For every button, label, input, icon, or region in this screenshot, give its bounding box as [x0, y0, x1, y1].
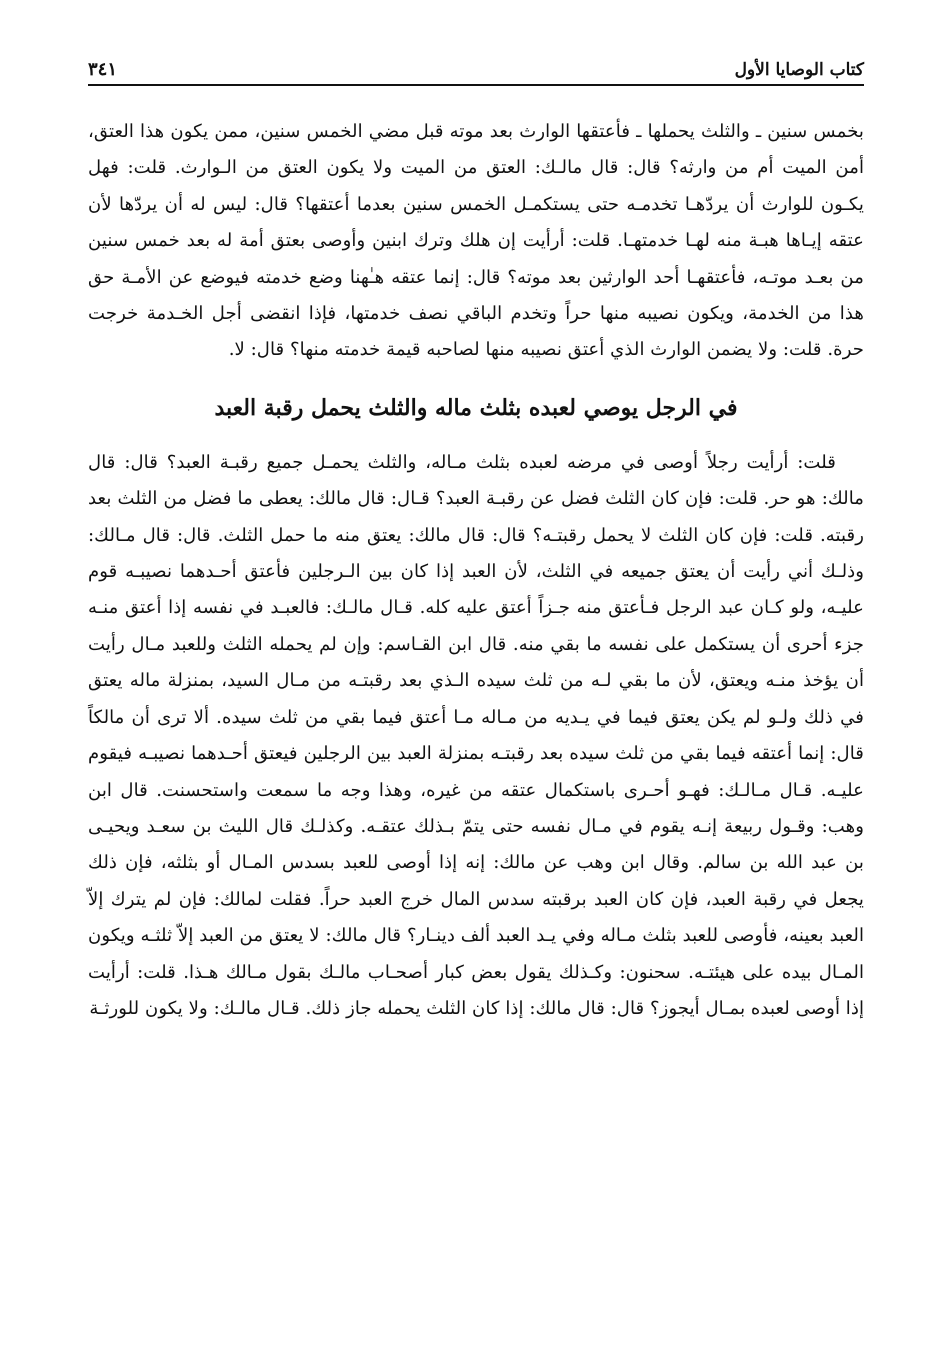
document-page: [88, 52, 864, 1027]
body-text-2: [88, 445, 864, 1028]
section-heading: في الرجل يوصي لعبده بثلث ماله والثلث يحمل رقبة العبد: [214, 394, 738, 421]
book-title: كتاب الوصايا الأول: [734, 60, 864, 80]
body-text: [88, 114, 864, 369]
running-header: [88, 52, 864, 86]
page-number: ٣٤١: [88, 59, 118, 80]
paragraph-2: قلت: أرأيت رجلاً أوصى في مرضه لعبده بثلث مـاله، والثلث يحمـل جميع رقبـة العبد؟ قال: قال مالك: هو حر. قلت: فإن كان الثلث فضل عن رقبـة العبد؟ قـال: قال مالك: يعطى ما فضل من الثلث بعد رقبته. قلت: فإن كان الثلث لا يحمل رقبتـه؟ قال: قال مالك: يعتق منه ما حمل الثلث. قال: قال مـالك: وذلـك أني رأيت أن يعتق جميعه في الثلث، لأن العبد إذا كان بين الـرجلين فأعتق أحـدهما نصيبـه قوم عليـه، ولو كـان عبد الرجل فـأعتق منه جـزاً أعتق عليه كله. قـال مالـك: فالعبـد في نفسه إذا أعتق منـه جزء أحرى أن يستكمل على نفسه ما بقي منه. قال ابن القـاسم: وإن لم يحمله الثلث وللعبد مـال رأيت أن يؤخذ منـه ويعتق، لأن ما بقي لـه من ثلث سيده الـذي بعد رقبتـه من مـال السيد، بمنزلة ماله يعتق في ذلك ولـو لم يكن يعتق فيما في يـديه من مـاله مـا أعتق فيما بقي من ثلث سيده. ألا ترى أن مالكاً قال: إنما أعتقه فيما بقي من ثلث سيده بعد رقبتـه بمنزلة العبد بين الرجلين فيعتق أحـدهما نصيبـه فيقوم عليـه. قـال مـالـك: فهـو أحـرى باستكمال عتقه من غيره، وهذا وجه ما سمعت واستحسنت. قال ابن وهب: وقـول ربيعة إنـه يقوم في مـال نفسه حتى يتمّ بـذلك عتقـه. وكذلـك قال الليث بن سعـد ويحيـى بن عبد الله بن سالم. وقال ابن وهب عن مالك: إنه إذا أوصى للعبد بسدس المـال أو بثلثه، فإن ذلك يجعل في رقبة العبد، فإن كان العبد برقبته سدس المال خرج العبد حراً. فقلت لمالك: فإن لم يترك إلاّ العبد بعينه، فأوصى للعبد بثلث مـاله وفي يـد العبد ألف دينـار؟ قال مالك: لا يعتق من العبد إلاّ ثلثـه ويكون المـال بيده على هيئتـه. سحنون: وكـذلك يقول بعض كبار أصحـاب مالـك بقول مـالك هـذا. قلت: أرأيت إذا أوصى لعبده بمـال أيجوز؟ قال: قال مالك: إذا كان الثلث يحمله جاز ذلك. قـال مالـك: ولا يكون للورثـة: [88, 451, 864, 1019]
paragraph-1: بخمس سنين ـ والثلث يحملها ـ فأعتقها الوارث بعد موته قبل مضي الخمس سنين، ممن يكون هذا العتق، أمن الميت أم من وارثه؟ قال: قال مالـك: العتق من الميت ولا يكون العتق من الـوارث. قلت: فهل يكـون للوارث أن يردّهـا تخدمـه حتى يستكمـل الخمس سنين بعدما أعتقها؟ قال: ليس له أن يردّها لأن عتقه إيـاها هبـة منه لهـا خدمتهـا. قلت: أرأيت إن هلك وترك ابنين وأوصى بعتق أمة له بعد خمس سنين من بعـد موتـه، فأعتقهـا أحد الوارثين بعد موته؟ قال: إنما عتقه هـٰهنا وضع خدمته فيوضع عن الأمـة حق هذا من الخدمة، ويكون نصيبه منها حراً وتخدم الباقي نصف خدمتها، فإذا انقضى أجل الخـدمة خرجت حرة. قلت: ولا يضمن الوارث الذي أعتق نصيبه منها لصاحبه قيمة خدمته منها؟ قال: لا.: [88, 121, 864, 361]
